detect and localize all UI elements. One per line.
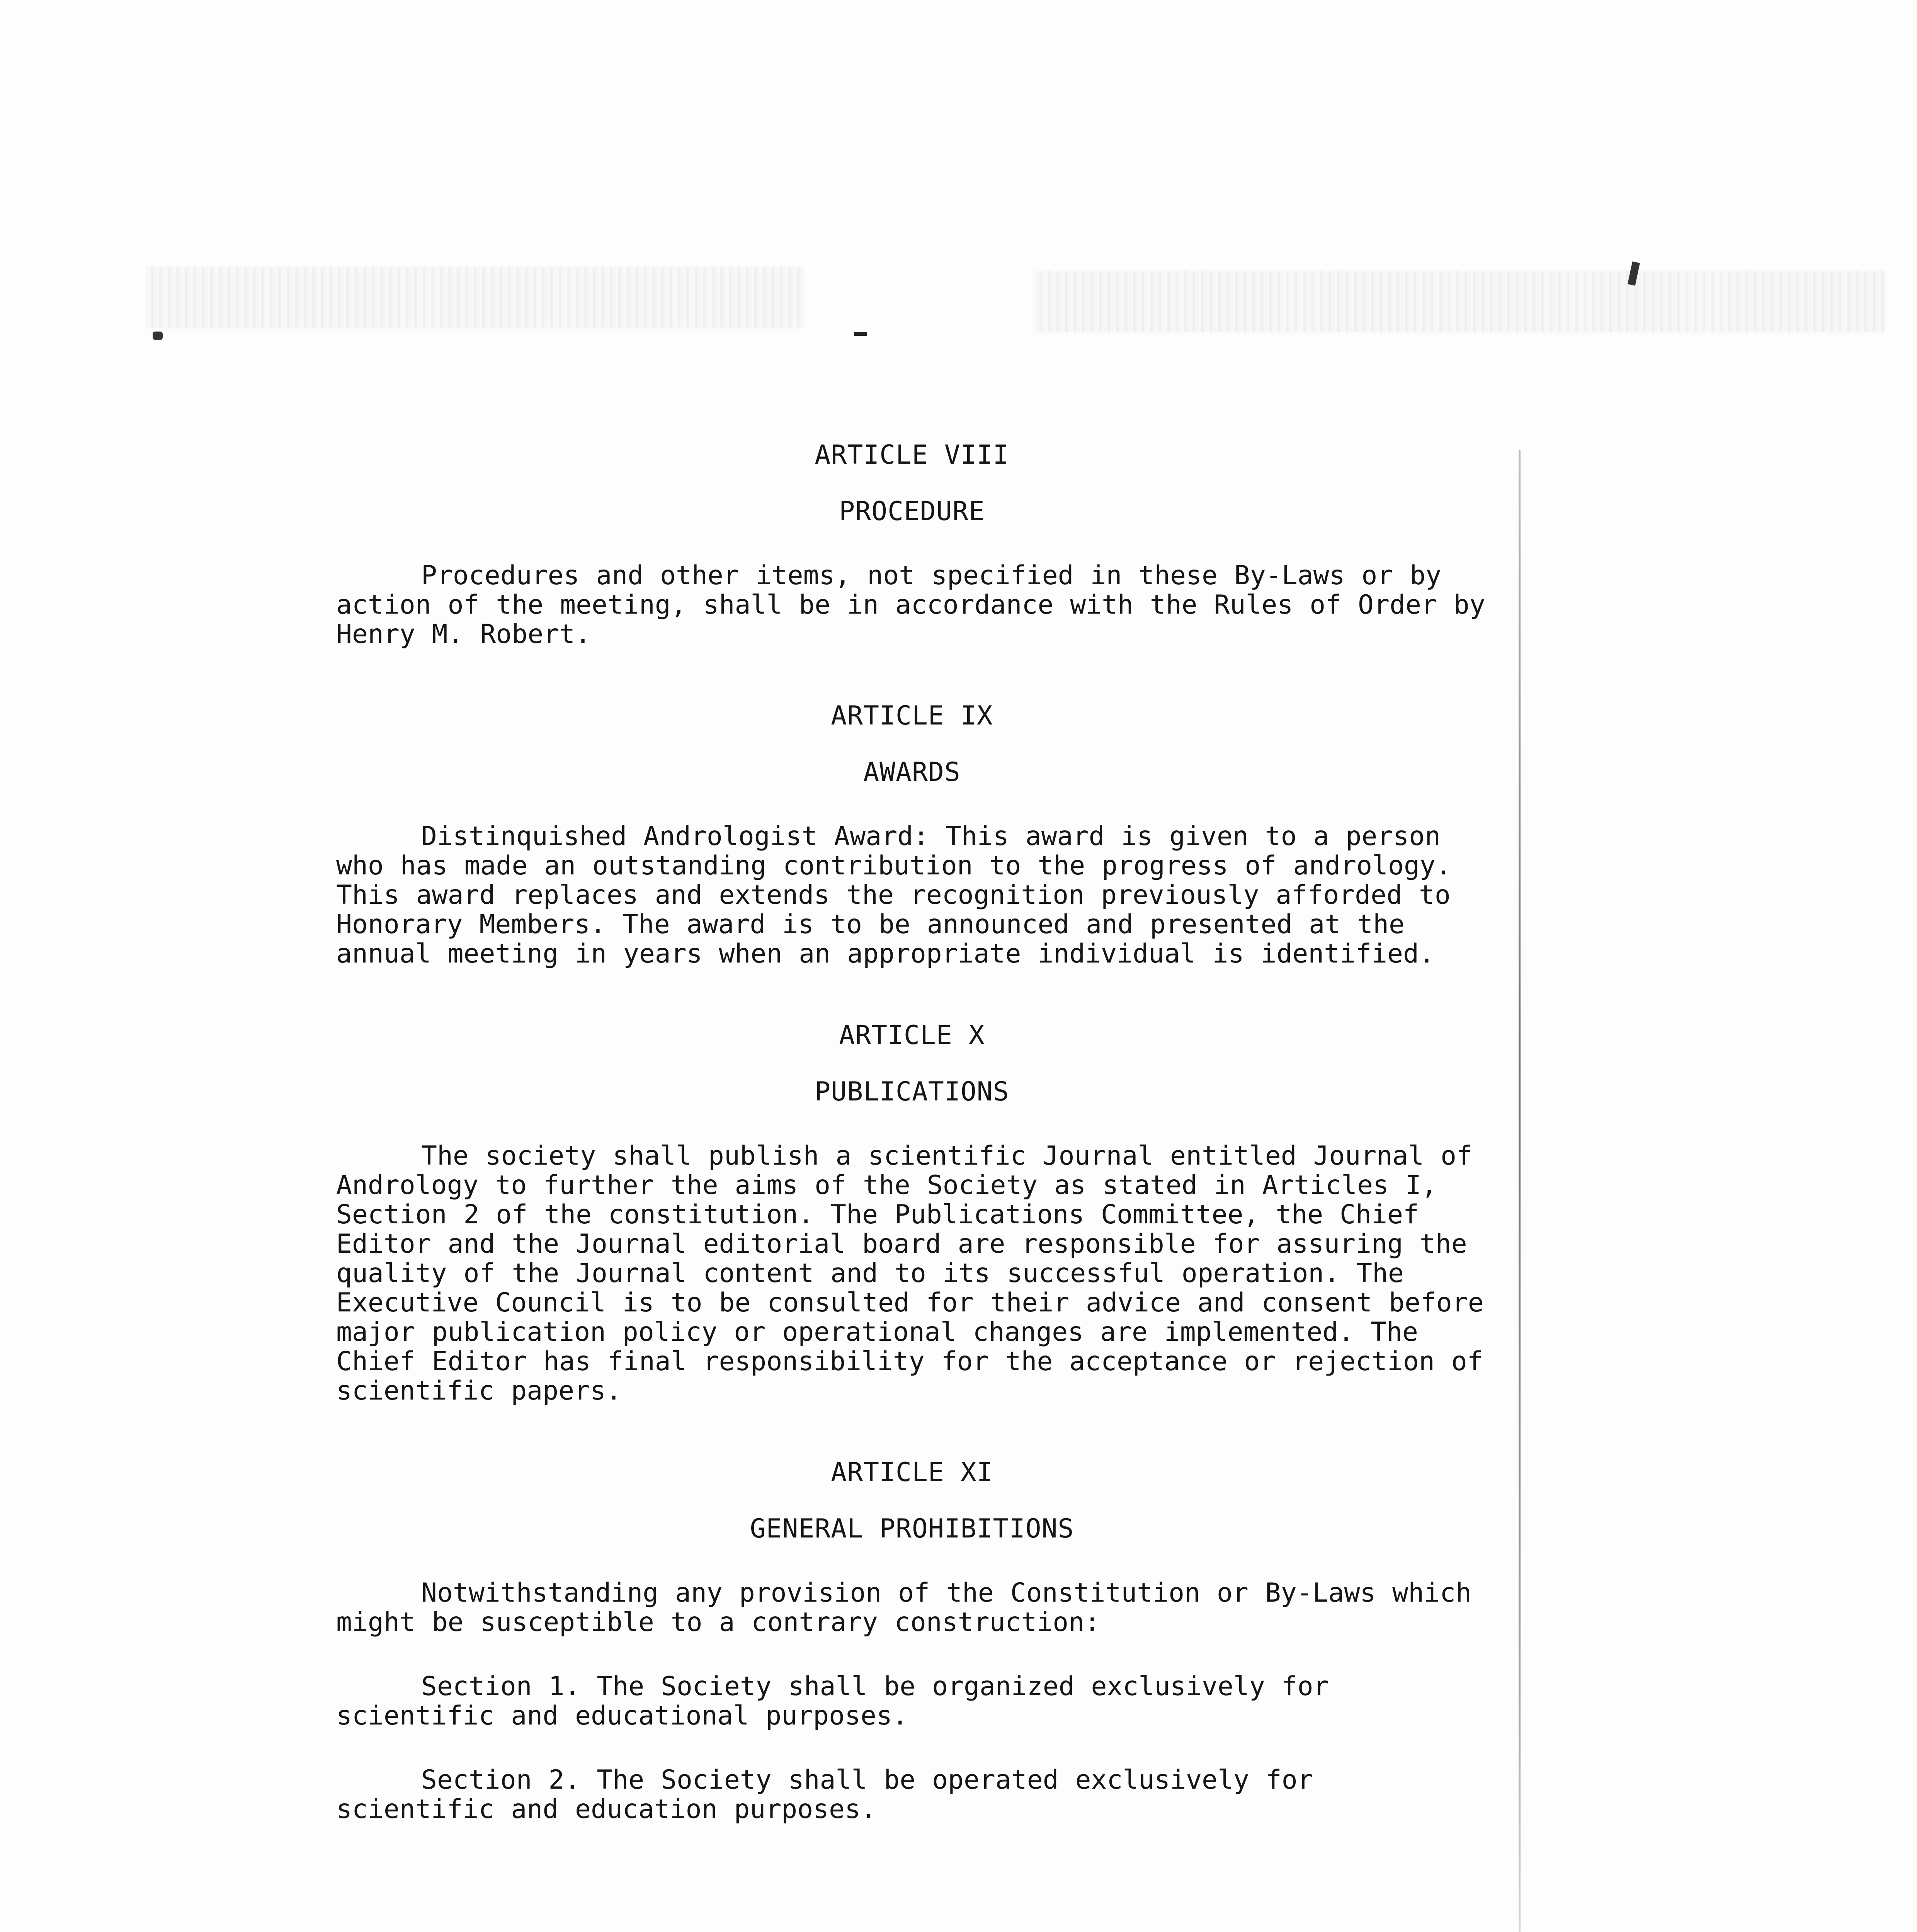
article-x	[336, 1021, 1488, 1406]
article-title: ARTICLE IX	[831, 701, 993, 731]
scan-smudge-right	[1036, 270, 1886, 332]
section-spacer	[336, 969, 1488, 1021]
article-title: ARTICLE VIII	[815, 440, 1009, 470]
article-subtitle: AWARDS	[863, 757, 961, 787]
article-ix	[336, 701, 1488, 969]
article-subtitle: GENERAL PROHIBITIONS	[750, 1514, 1074, 1544]
page-edge-line	[1519, 450, 1521, 1932]
article-subtitle: PROCEDURE	[839, 496, 985, 527]
article-paragraph: Notwithstanding any provision of the Constitution or By-Laws which might be susceptible to a contrary construction:	[336, 1578, 1472, 1638]
article-paragraph: Procedures and other items, not specified in these By-Laws or by action of the meeting, shall be in accordance with the Rules of Order by Henry M. Robert.	[336, 560, 1485, 650]
section-2-paragraph: Section 2. The Society shall be operated exclusively for scientific and education purposes.	[336, 1765, 1313, 1825]
section-spacer	[336, 649, 1488, 701]
article-title: ARTICLE X	[839, 1020, 985, 1051]
section-1-paragraph: Section 1. The Society shall be organized exclusively for scientific and educational purposes.	[336, 1671, 1329, 1731]
article-title: ARTICLE XI	[831, 1457, 993, 1488]
scan-dash-mark	[854, 332, 867, 336]
article-viii	[336, 440, 1488, 649]
section-spacer	[336, 1406, 1488, 1458]
article-paragraph: The society shall publish a scientific Journal entitled Journal of Andrology to further the aims of the Society as stated in Articles I, Section 2 of the constitution. The Publications Committee, the Chief Editor and the Journal editorial board are responsible for assuring the quality of the Journal content and to its successful operation. The Executive Council is to be consulted for their advice and consent before major publication policy or operational changes are implemented. The Chief Editor has final responsibility for the acceptance or rejection of scientific papers.	[336, 1141, 1484, 1406]
article-paragraph: Distinquished Andrologist Award: This award is given to a person who has made an outstanding contribution to the progress of andrology. This award replaces and extends the recognition previously afforded to Honorary Members. The award is to be announced and presented at the annual meeting in years when an appropriate individual is identified.	[336, 821, 1451, 969]
document-body	[336, 440, 1488, 1824]
scan-speck-left	[153, 332, 163, 340]
scan-smudge-left	[147, 267, 804, 328]
article-xi	[336, 1458, 1488, 1824]
article-subtitle: PUBLICATIONS	[815, 1077, 1009, 1107]
